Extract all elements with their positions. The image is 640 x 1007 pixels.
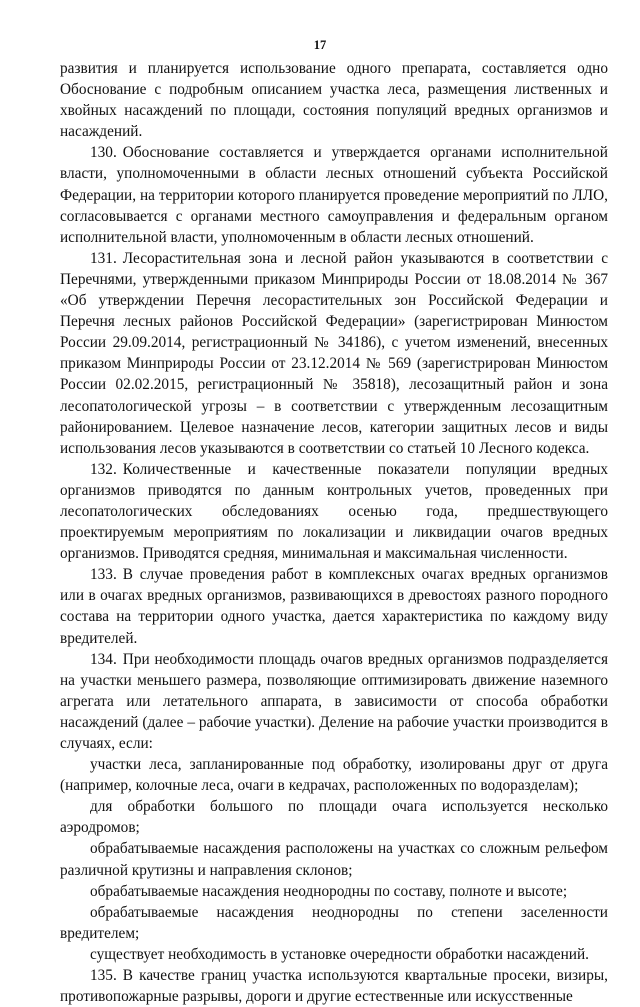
condition-item <box>60 754 608 796</box>
paragraph-131 <box>60 248 608 459</box>
paragraph-133 <box>60 564 608 648</box>
paragraph-text: Обоснование составляется и утверждается органами исполнительной власти, уполномоченными в области лесных отношений субъекта Российской Федерации, на территории которого планируется проведение мероприятий по ЛЛО, согласовывается с органами местного самоуправления и федеральным органом исполнительной власти, уполномоченным в области лесных отношений. <box>60 144 608 246</box>
paragraph-135 <box>60 965 608 1007</box>
paragraph-130 <box>60 142 608 247</box>
paragraph-text: В случае проведения работ в комплексных очагах вредных организмов или в очагах вредных организмов, развивающихся в древостоях разного породного состава на территории одного участка, дается характеристика по каждому виду вредителей. <box>60 566 608 647</box>
condition-text: существует необходимость в установке очередности обработки насаждений. <box>90 945 589 963</box>
paragraph-134 <box>60 649 608 754</box>
condition-text: обрабатываемые насаждения неоднородны по степени заселенности вредителем; <box>60 903 608 942</box>
condition-text: участки леса, запланированные под обработку, изолированы друг от друга (например, колочные леса, очаги в кедрачах, расположенных по водоразделам); <box>60 756 608 795</box>
paragraph-number: 133. <box>90 566 117 584</box>
paragraph-text: Лесорастительная зона и лесной район указываются в соответствии с Перечнями, утвержденными приказом Минприроды России от 18.08.2014 № 367 «Об утверждении Перечня лесорастительных зон Российской Федерации и Перечня лесных районов Российской Федерации» (зарегистрирован Минюстом России 29.09.2014, регистрационный № 34186), с учетом изменений, внесенных приказом Минприроды России от 23.12.2014 № 569 (зарегистрирован Минюстом России 02.02.2015, регистрационный № 35818), лесозащитный район и зона лесопатологической угрозы – в соответствии с утвержденным лесозащитным районированием. Целевое назначение лесов, категории защитных лесов и виды использования лесов указываются в соответствии со статьей 10 Лесного кодекса. <box>60 249 608 457</box>
paragraph-text: В качестве границ участка используются квартальные просеки, визиры, противопожарные разрывы, дороги и другие естественные или искусственные <box>60 967 608 1006</box>
document-body <box>60 58 608 1007</box>
condition-text: для обработки большого по площади очага используется несколько аэродромов; <box>60 798 608 837</box>
paragraph-132 <box>60 459 608 564</box>
paragraph-number: 134. <box>90 650 117 668</box>
condition-item <box>60 796 608 838</box>
condition-text: обрабатываемые насаждения расположены на участках со сложным рельефом различной крутизны и направления склонов; <box>60 840 608 879</box>
paragraph-text: развития и планируется использование одного препарата, составляется одно Обоснование с подробным описанием участка леса, размещения лиственных и хвойных насаждений по площади, состояния популяций вредных организмов и насаждений. <box>60 60 608 141</box>
condition-item <box>60 881 608 902</box>
condition-item <box>60 838 608 880</box>
paragraph-text: Количественные и качественные показатели популяции вредных организмов приводятся по данным контрольных учетов, проведенных при лесопатологических обследованиях осенью года, предшествующего проектируемым мероприятиям по локализации и ликвидации очагов вредных организмов. Приводятся средняя, минимальная и максимальная численности. <box>60 460 608 563</box>
paragraph-number: 132. <box>90 460 117 478</box>
condition-item <box>60 944 608 965</box>
paragraph-text: При необходимости площадь очагов вредных организмов подразделяется на участки меньшего размера, позволяющие оптимизировать движение наземного агрегата или летательного аппарата, в зависимости от способа обработки насаждений (далее – рабочие участки). Деление на рабочие участки производится в случаях, если: <box>60 650 608 752</box>
paragraph-number: 131. <box>90 249 117 267</box>
paragraph-number: 130. <box>90 144 117 162</box>
paragraph-continuation <box>60 58 608 142</box>
condition-item <box>60 902 608 944</box>
paragraph-number: 135. <box>90 967 117 985</box>
page-number: 17 <box>313 38 327 52</box>
condition-text: обрабатываемые насаждения неоднородны по составу, полноте и высоте; <box>90 882 568 900</box>
